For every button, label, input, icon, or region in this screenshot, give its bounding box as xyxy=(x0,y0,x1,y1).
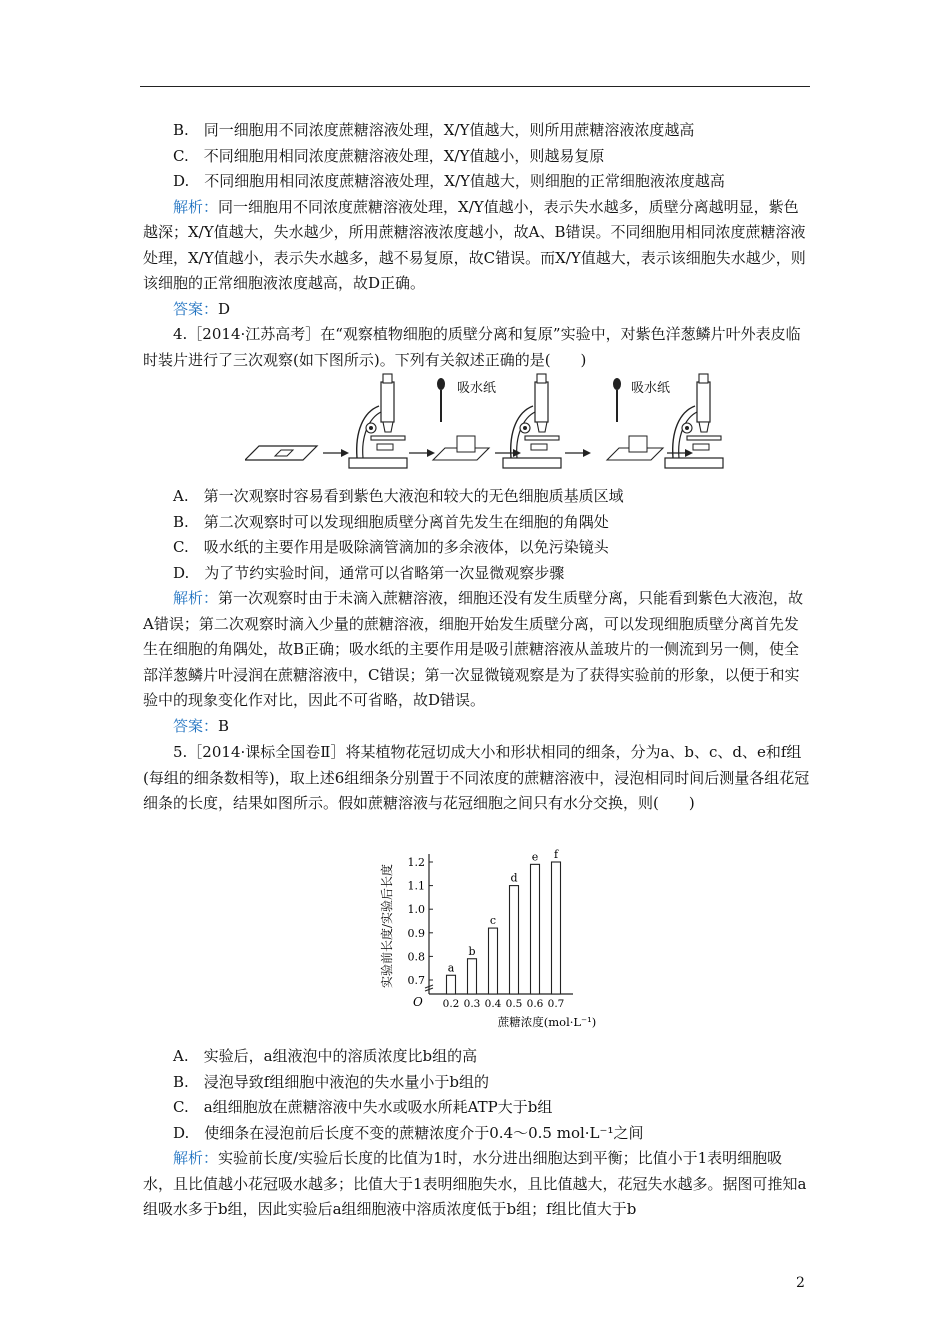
origin-label: O xyxy=(413,995,423,1009)
bar-label: b xyxy=(468,944,476,958)
q5-stem: 5.［2014·课标全国卷Ⅱ］将某植物花冠切成大小和形状相同的细条，分为a、b、c、d、e和f组(每组的细条数相等)，取上述6组细条分别置于不同浓度的蔗糖溶液中，浸泡相同时间后测量各组花冠细条的长度，结果如图所示。假如蔗糖溶液与花冠细胞之间只有水分交换，则( ) xyxy=(143,743,810,812)
page-number: 2 xyxy=(796,1275,805,1291)
y-tick-label: 1.1 xyxy=(407,879,425,893)
y-tick-label: 0.8 xyxy=(407,950,425,964)
analysis-text: 第一次观察时由于未滴入蔗糖溶液，细胞还没有发生质壁分离，只能看到紫色大液泡，故A错误；第二次观察时滴入少量的蔗糖溶液，细胞开始发生质壁分离，可以发现细胞质壁分离首先发生在细胞的角隅处，故B正确；吸水纸的主要作用是吸引蔗糖溶液从盖玻片的一侧流到另一侧，使全部洋葱鳞片叶浸润在蔗糖溶液中，C错误；第一次显微镜观察是为了获得实验前的形象，以便于和实验中的现象变化作对比，因此不可省略，故D错误。 xyxy=(143,589,804,709)
q5-analysis xyxy=(143,1146,810,1223)
microscope-icon xyxy=(665,374,723,468)
slide-icon xyxy=(245,446,317,460)
answer-value: B xyxy=(218,716,230,735)
x-tick-label: 0.7 xyxy=(547,998,565,1010)
q4-answer xyxy=(143,714,810,740)
x-tick-label: 0.3 xyxy=(463,998,481,1010)
y-axis-label: 实验前长度/实验后长度 xyxy=(380,863,394,989)
dropper-icon xyxy=(613,378,621,422)
q4-option-a: A. 第一次观察时容易看到紫色大液泡和较大的无色细胞质基质区域 xyxy=(173,487,624,505)
bar-label: d xyxy=(510,871,518,885)
q5-stem-block xyxy=(143,740,810,817)
q4-option-c: C. 吸水纸的主要作用是吸除滴管滴加的多余液体，以免污染镜头 xyxy=(173,538,609,556)
y-tick-label: 0.9 xyxy=(407,926,425,940)
answer-label: 答案： xyxy=(173,299,219,318)
bar-d xyxy=(510,886,519,994)
microscope-icon xyxy=(349,374,407,468)
q4-option-d: D. 为了节约实验时间，通常可以省略第一次显微观察步骤 xyxy=(173,563,565,582)
bar-e xyxy=(531,864,540,994)
header-rule xyxy=(140,86,810,87)
q3-option-c: C. 不同细胞用相同浓度蔗糖溶液处理，X/Y值越小，则越易复原 xyxy=(173,146,605,165)
bar-label: f xyxy=(553,848,559,861)
answer-value: D xyxy=(218,299,231,318)
q3-option-d: D. 不同细胞用相同浓度蔗糖溶液处理，X/Y值越大，则细胞的正常细胞液浓度越高 xyxy=(173,172,725,190)
q3-analysis xyxy=(143,195,810,297)
x-tick-label: 0.4 xyxy=(484,998,502,1010)
x-axis-label: 蔗糖浓度(mol·L⁻¹) xyxy=(497,1015,597,1029)
q5-block xyxy=(143,1044,810,1223)
q3-answer xyxy=(143,297,810,323)
figure-label-2: 吸水纸 xyxy=(631,381,671,396)
absorbent-paper-icon xyxy=(629,436,647,452)
analysis-label: 解析： xyxy=(173,197,219,216)
q4-option-b: B. 第二次观察时可以发现细胞质壁分离首先发生在细胞的角隅处 xyxy=(173,512,609,531)
arrow-icon xyxy=(667,449,693,457)
bar-a xyxy=(447,975,456,994)
q5-option-a: A. 实验后，a组液泡中的溶质浓度比b组的高 xyxy=(173,1047,478,1065)
q5-option-d: D. 使细条在浸泡前后长度不变的蔗糖浓度介于0.4～0.5 mol·L⁻¹之间 xyxy=(173,1123,644,1142)
q4-stem-block xyxy=(143,322,810,373)
arrow-icon xyxy=(409,449,435,457)
bar-f xyxy=(552,862,561,994)
q3-option-b: B. 同一细胞用不同浓度蔗糖溶液处理，X/Y值越大，则所用蔗糖溶液浓度越高 xyxy=(173,121,695,139)
bar-b xyxy=(468,959,477,994)
x-tick-label: 0.2 xyxy=(442,998,460,1010)
q4-analysis xyxy=(143,586,810,714)
figure-label-1: 吸水纸 xyxy=(457,381,497,396)
y-tick-label: 1.2 xyxy=(407,856,425,869)
q5-option-b: B. 浸泡导致f组细胞中液泡的失水量小于b组的 xyxy=(173,1072,489,1091)
microscope-icon xyxy=(503,374,561,468)
analysis-label: 解析： xyxy=(173,589,219,607)
q3-block xyxy=(143,118,810,322)
bar-chart xyxy=(375,846,605,1036)
analysis-text: 实验前长度/实验后长度的比值为1时，水分进出细胞达到平衡；比值小于1表明细胞吸水，且比值越小花冠吸水越多；比值大于1表明细胞失水，且比值越大，花冠失水越多。据图可推知a组吸水多于b组，因此实验后a组细胞液中溶质浓度低于b组；f组比值大于b xyxy=(143,1149,807,1218)
bar-label: c xyxy=(489,914,497,928)
q4-block xyxy=(143,484,810,739)
bar-label: e xyxy=(531,850,539,864)
analysis-text: 同一细胞用不同浓度蔗糖溶液处理，X/Y值越小，表示失水越多，质壁分离越明显，紫色越深；X/Y值越大，失水越少，所用蔗糖溶液浓度越小，故A、B错误。不同细胞用相同浓度蔗糖溶液处理，X/Y值越小，表示失水越多，越不易复原，故C错误。而X/Y值越大，表示该细胞失水越少，则该细胞的正常细胞液浓度越高，故D正确。 xyxy=(143,197,806,292)
y-tick-label: 0.7 xyxy=(407,974,425,987)
arrow-icon xyxy=(323,449,349,457)
y-tick-label: 1.0 xyxy=(407,903,425,917)
q4-stem: 4.［2014·江苏高考］在“观察植物细胞的质壁分离和复原”实验中，对紫色洋葱鳞片叶外表皮临时装片进行了三次观察(如下图所示)。下列有关叙述正确的是( ) xyxy=(143,325,801,369)
absorbent-paper-icon xyxy=(457,436,475,452)
q5-option-c: C. a组细胞放在蔗糖溶液中失水或吸水所耗ATP大于b组 xyxy=(173,1098,553,1116)
x-tick-label: 0.6 xyxy=(526,998,544,1010)
bar-c xyxy=(489,928,498,994)
x-tick-label: 0.5 xyxy=(505,998,523,1010)
microscope-figure xyxy=(245,372,725,472)
answer-label: 答案： xyxy=(173,716,219,735)
bar-label: a xyxy=(447,961,455,975)
analysis-label: 解析： xyxy=(173,1149,219,1167)
arrow-icon xyxy=(565,449,591,457)
dropper-icon xyxy=(437,378,445,422)
